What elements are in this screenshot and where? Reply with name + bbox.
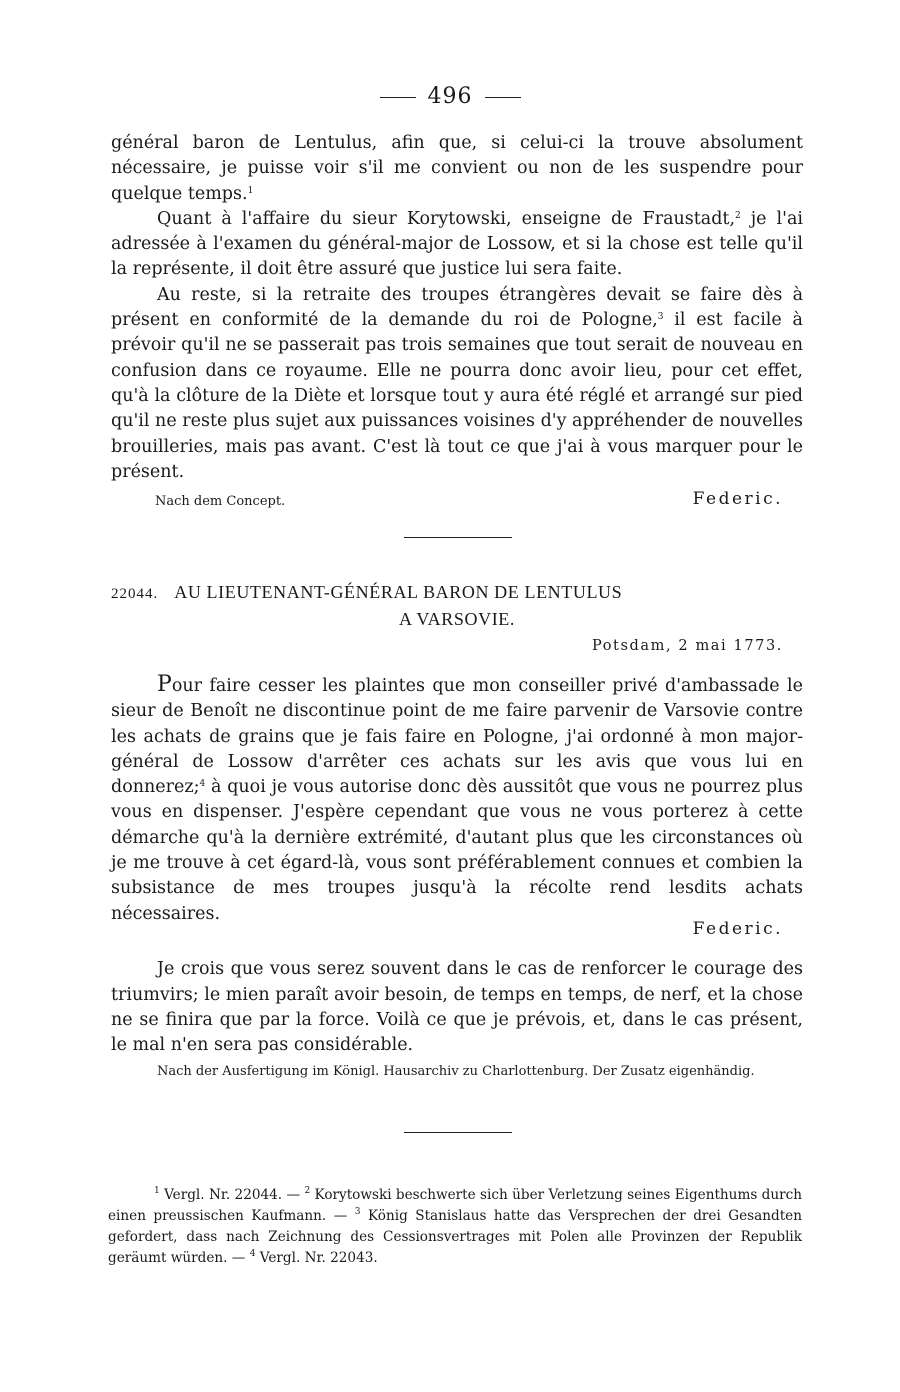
footnote-mark-3: 3 [354, 1207, 361, 1217]
footnote-3: König Stanislaus hatte das Versprechen der drei Gesandten gefordert, dass nach Zeichnung des Cessionsvertrages mit Polen alle Provinzen der Republik geräumt würden. — [108, 1208, 802, 1266]
footnote-mark-4: 4 [249, 1249, 256, 1259]
letter-paragraph [111, 672, 803, 927]
letter-heading [111, 580, 803, 632]
footnote-ref-3: 3 [657, 312, 664, 323]
page-number-line [0, 84, 900, 109]
footnote-4: Vergl. Nr. 22043. [255, 1250, 378, 1266]
source-signature-row [111, 485, 803, 511]
paragraph-2-text-b: je l'ai adressée à l'examen du général-major de Lossow, et si la chose est telle qu'il la représente, il doit être assuré que justice lui sera faite. [111, 208, 803, 280]
paragraph-1-text: général baron de Lentulus, afin que, si celui-ci la trouve absolument nécessaire, je puisse voir s'il me convient ou non de les suspendre pour quelque temps. [111, 133, 803, 204]
letter-number: 22044. [111, 586, 159, 602]
signature: Federic. [692, 489, 783, 510]
letter-text-b: à quoi je vous autorise donc dès aussitôt que vous ne pourrez plus vous en dispenser. J'espère cependant que vous ne vous porterez à cette démarche qu'à la dernière extrémité, d'autant plus que les circonstances où je me trouve à cet égard-là, vous sont préférablement connues et combien la subsistance de mes troupes jusqu'à la récolte rend lesdits achats nécessaires. [111, 777, 803, 924]
footnote-ref-2: 2 [735, 210, 741, 221]
paragraph-1 [111, 131, 803, 207]
page-number-dash-right [485, 97, 521, 98]
source-note: Nach dem Concept. [155, 494, 286, 510]
letter-signature: Federic. [692, 918, 783, 939]
paragraph-3-text-a: Au reste, si la retraite des troupes étrangères devait se faire dès à présent en conformité de la demande du roi de Pologne, [111, 284, 803, 331]
footnote-mark-2: 2 [304, 1186, 311, 1196]
footnotes-text [108, 1185, 802, 1269]
page-number: 496 [427, 84, 473, 109]
footnote-mark-1: 1 [154, 1186, 160, 1196]
letter-title-line-2: A VARSOVIE. [399, 609, 515, 629]
letter-source-note: Nach der Ausfertigung im Königl. Hausarchiv zu Charlottenburg. Der Zusatz eigenhändig. [157, 1064, 755, 1080]
previous-letter-continuation [111, 131, 803, 511]
paragraph-2 [111, 207, 803, 283]
paragraph-2-text-a: Quant à l'affaire du sieur Korytowski, enseigne de Fraustadt, [157, 208, 736, 229]
postscript: Je crois que vous serez souvent dans le cas de renforcer le courage des triumvirs; le mien paraît avoir besoin, de temps en temps, de nerf, et la chose ne se finira que par la force. Voilà ce que je prévois, et, dans le cas présent, le mal n'en sera pas considérable. [111, 959, 803, 1056]
dateline: Potsdam, 2 mai 1773. [591, 638, 783, 654]
footnote-2: Korytowski beschwerte sich über Verletzung seines Eigenthums durch einen preussischen Kaufmann. — [108, 1187, 802, 1224]
footnote-divider [404, 1132, 512, 1133]
footnotes [108, 1185, 802, 1269]
page-number-dash-left [380, 97, 416, 98]
letter-body [111, 672, 803, 1081]
letter-text-a: our faire cesser les plaintes que mon conseiller privé d'ambassade le sieur de Benoît ne discontinue point de me faire parvenir de Varsovie contre les achats de grains que je fais faire en Pologne, j'ai ordonné à mon major-général de Lossow d'arrêter ces achats sur les avis que vous lui en donnerez; [111, 676, 803, 798]
paragraph-3-text-b: il est facile à prévoir qu'il ne se passerait pas trois semaines que tout serait de nouveau en confusion dans ce royaume. Elle ne pourra donc avoir lieu, pour cet effet, qu'à la clôture de la Diète et lorsque tout y aura été réglé et arrangé sur pied qu'il ne reste plus sujet aux puissances voisines d'y appréhender de nouvelles brouilleries, mais pas avant. C'est là tout ce que j'ai à vous marquer pour le présent. [111, 310, 803, 482]
drop-cap: P [157, 672, 172, 697]
letter-title-line-1: AU LIEUTENANT-GÉNÉRAL BARON DE LENTULUS [174, 582, 623, 602]
footnote-ref-4: 4 [199, 779, 206, 790]
section-divider [404, 537, 512, 538]
footnote-1: Vergl. Nr. 22044. — [159, 1187, 305, 1203]
footnote-ref-1: 1 [247, 185, 254, 196]
paragraph-3 [111, 283, 803, 485]
